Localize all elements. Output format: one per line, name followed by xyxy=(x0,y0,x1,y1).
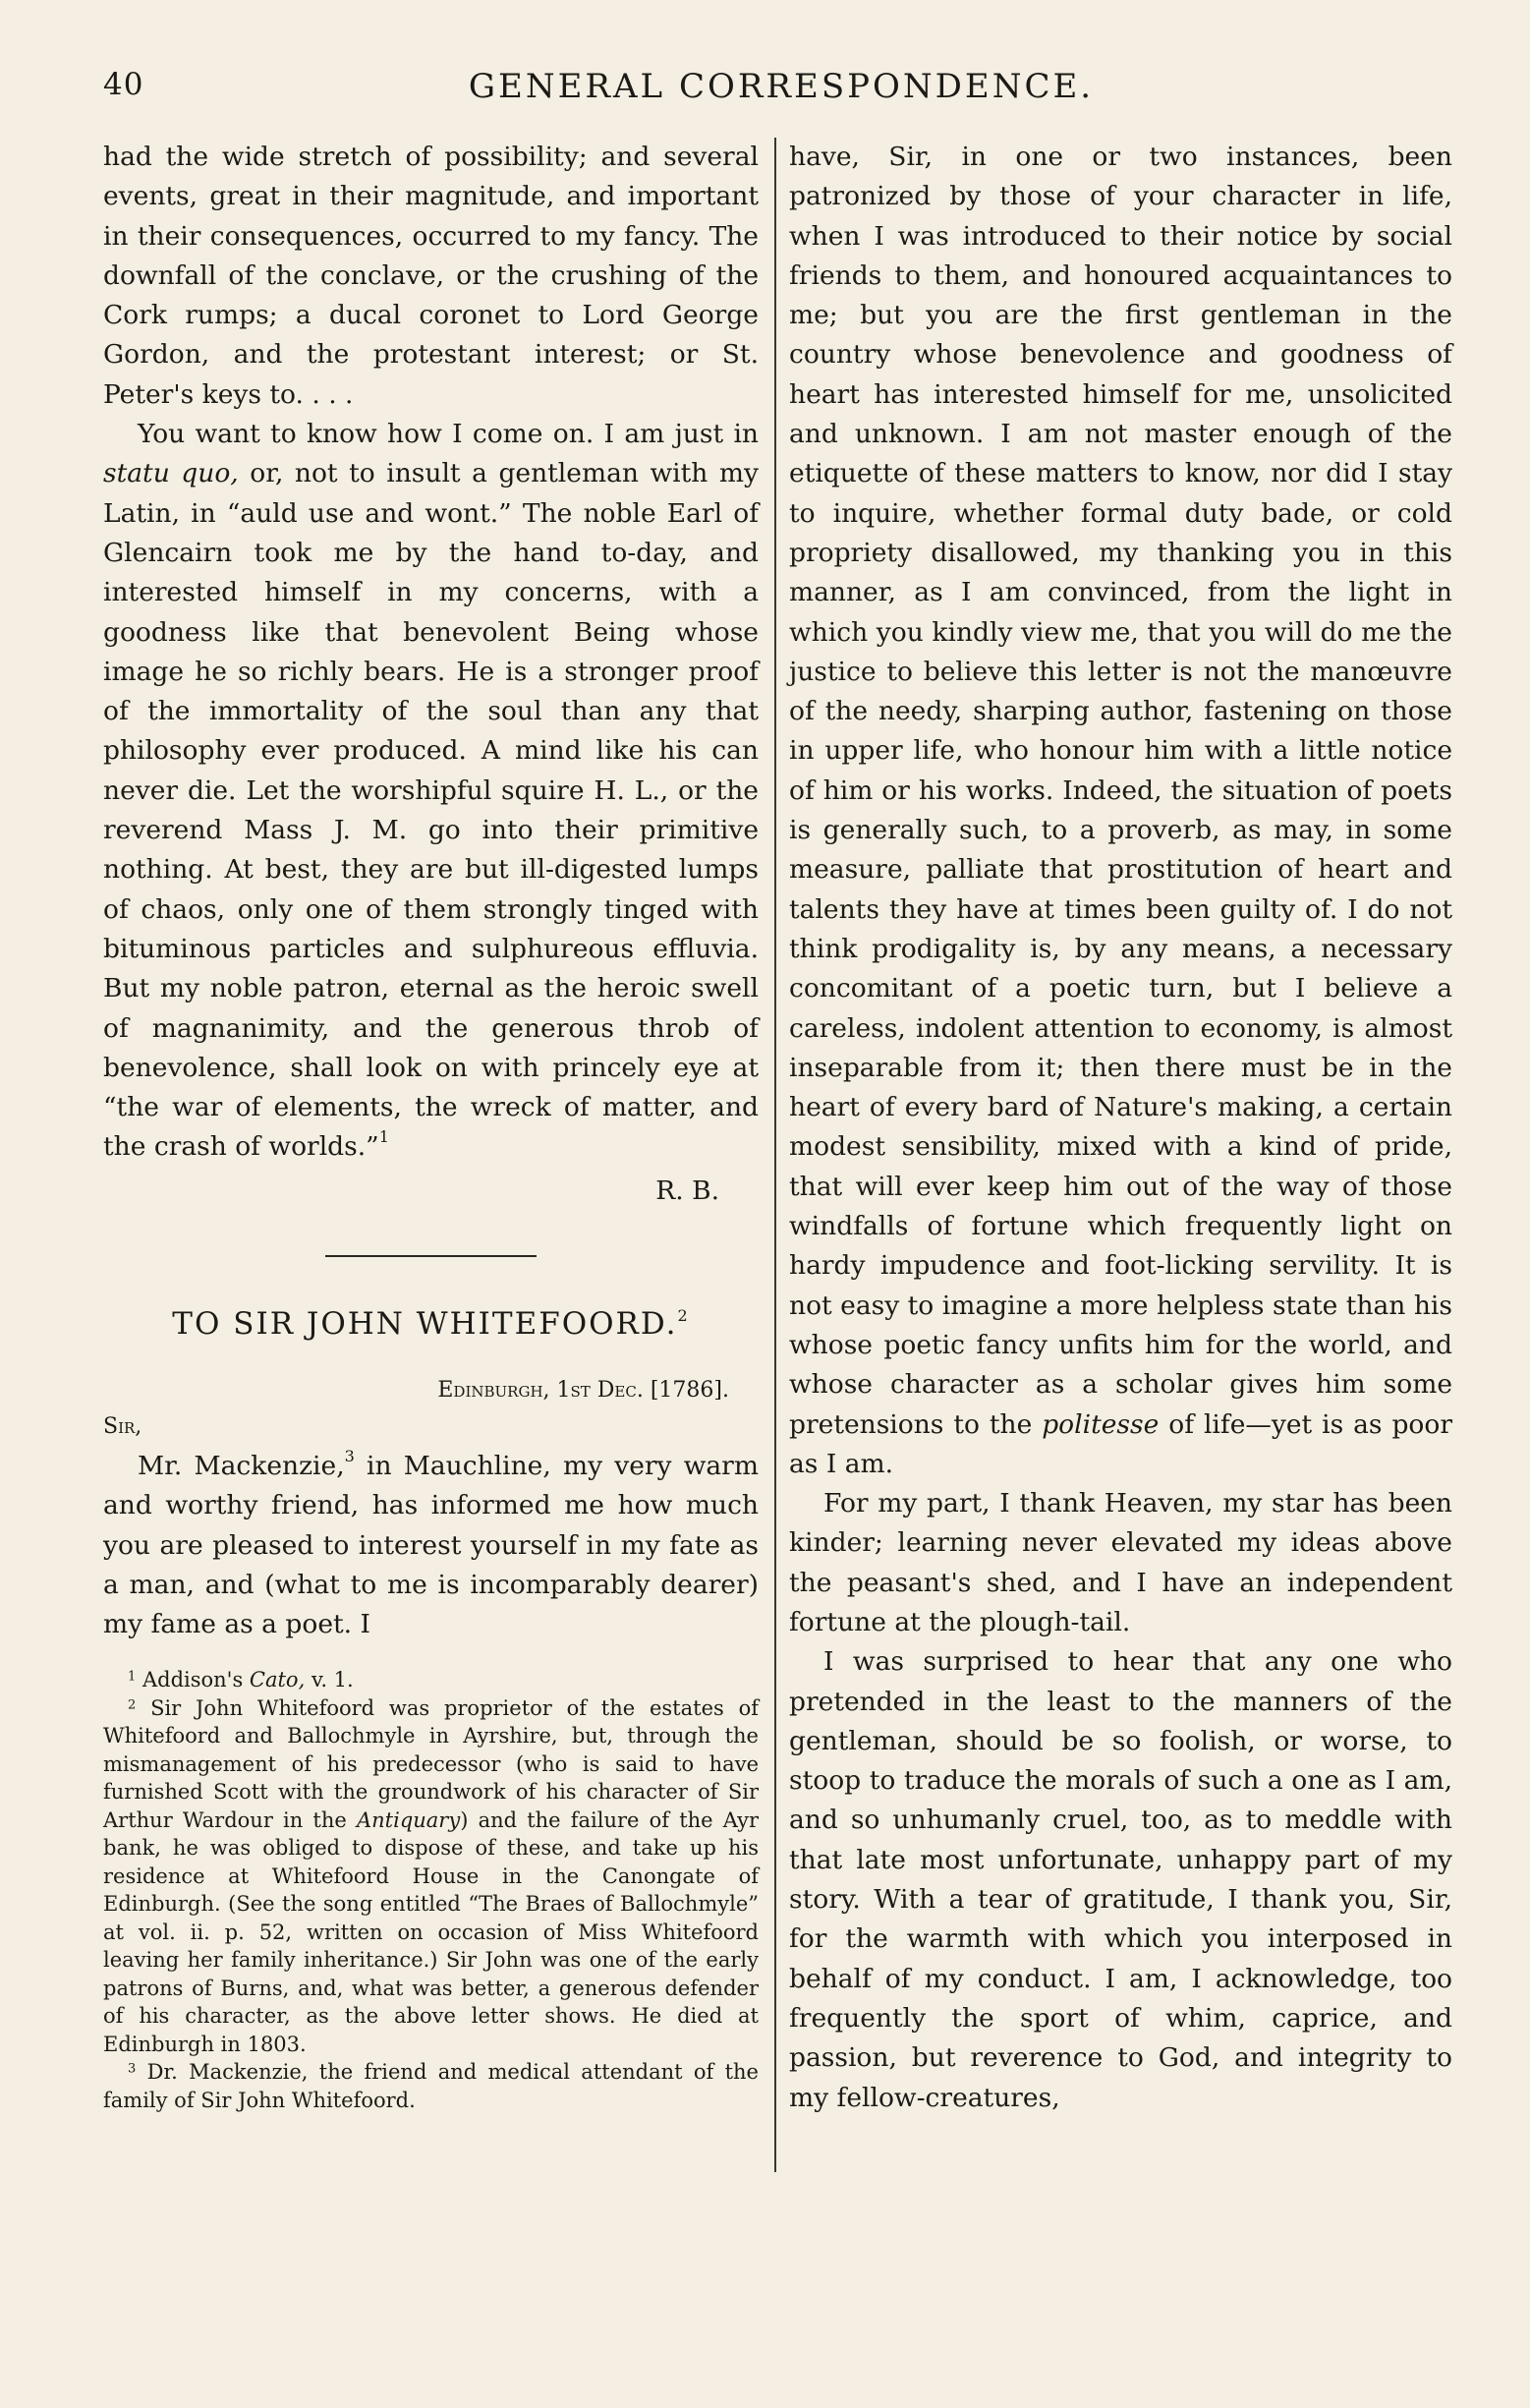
footnote-ref: 2 xyxy=(677,1306,690,1326)
footnote: $^3$ Dr. Mackenzie, the friend and medical attendant of the family of Sir John Whitefoord. xyxy=(103,2060,759,2112)
running-head: GENERAL CORRESPONDENCE. xyxy=(468,67,1095,106)
footnote-ref: 3 xyxy=(344,1447,355,1466)
paragraph: Mr. Mackenzie,$^3$ in Mauchline, my very warm and worthy friend, has informed me how much you are pleased to interest yourself in my fate as a man, and (what to me is incomparably dearer) my fame as a poet. I xyxy=(103,1447,759,1640)
letter-title: TO SIR JOHN WHITEFOORD.$^2$ xyxy=(172,1306,690,1343)
paragraph: had the wide stretch of possibility; and several events, great in their magnitude, and important in their consequences, occurred to my fancy. The downfall of the conclave, or the crushing of the Cork rumps; a ducal coronet to Lord George Gordon, and the protestant interest; or St. Peter's keys to. . . . xyxy=(103,142,759,410)
paragraph: For my part, I thank Heaven, my star has been kinder; learning never elevated my ideas above the peasant's shed, and I have an independent fortune at the plough-tail. xyxy=(789,1488,1452,1637)
footnote: $^1$ Addison's Cato, v. 1. xyxy=(128,1668,354,1692)
footnote: $^2$ Sir John Whitefoord was proprietor of the estates of Whitefoord and Ballochmyle in Ayrshire, but, through the mismanagement of his predecessor (who is said to have furnished Scott with the groundwork of his character of Sir Arthur Wardour in the Antiquary) and the failure of the Ayr bank, he was obliged to dispose of these, and take up his residence at Whitefoord House in the Canongate of Edinburgh. (See the song entitled “The Braes of Ballochmyle” at vol. ii. p. 52, written on occasion of Miss Whitefoord leaving her family inheritance.) Sir John was one of the early patrons of Burns, and, what was better, a generous defender of his character, as the above letter shows. He died at Edinburgh in 1803. xyxy=(103,1695,759,2056)
column-rule xyxy=(774,138,776,2172)
section-divider xyxy=(325,1255,537,1257)
page-number: 40 xyxy=(103,67,144,102)
paragraph: You want to know how I come on. I am just in statu quo, or, not to insult a gentleman with my Latin, in “auld use and wont.” The noble Earl of Glencairn took me by the hand to-day, and interested himself in my concerns, with a goodness like that benevolent Being whose image he so richly bears. He is a stronger proof of the immortality of the soul than any that philosophy ever produced. A mind like his can never die. Let the worshipful squire H. L., or the reverend Mass J. M. go into their primitive nothing. At best, they are but ill-digested lumps of chaos, only one of them strongly tinged with bituminous particles and sulphureous effluvia. But my noble patron, eternal as the heroic swell of magnanimity, and the generous throb of benevolence, shall look on with princely eye at “the war of elements, the wreck of matter, and the crash of worlds.”$^1$ xyxy=(103,419,759,1163)
footnote-ref: 1 xyxy=(378,1127,389,1147)
paragraph: I was surprised to hear that any one who pretended in the least to the manners of the gentleman, should be so foolish, or worse, to stoop to traduce the morals of such a one as I am, and so unhumanly cruel, too, as to meddle with that late most unfortunate, unhappy part of my story. With a tear of gratitude, I thank you, Sir, for the warmth with which you interposed in behalf of my conduct. I am, I acknowledge, too frequently the sport of whim, caprice, and passion, but reverence to God, and integrity to my fellow-creatures, xyxy=(789,1646,1452,2113)
place-date: Edinburgh, 1st Dec. [1786]. xyxy=(437,1378,729,1404)
right-column xyxy=(789,138,1452,2118)
page-header xyxy=(103,67,1459,116)
paragraph: have, Sir, in one or two instances, been patronized by those of your character in life, when I was introduced to their notice by social friends to them, and honoured acquaintances to me; but you are the first gentleman in the country whose benevolence and goodness of heart has interested himself for me, unsolicited and unknown. I am not master enough of the etiquette of these matters to know, nor did I stay to inquire, whether formal duty bade, or cold propriety disallowed, my thanking you in this manner, as I am convinced, from the light in which you kindly view me, that you will do me the justice to believe this letter is not the manœuvre of the needy, sharping author, fastening on those in upper life, who honour him with a little notice of him or his works. Indeed, the situation of poets is generally such, to a proverb, as may, in some measure, palliate that prostitution of heart and talents they have at times been guilty of. I do not think prodigality is, by any means, a necessary concomitant of a poetic turn, but I believe a careless, indolent attention to economy, is almost inseparable from it; then there must be in the heart of every bard of Nature's making, a certain modest sensibility, mixed with a kind of pride, that will ever keep him out of the way of those windfalls of fortune which frequently light on hardy impudence and foot-licking servility. It is not easy to imagine a more helpless state than his whose poetic fancy unfits him for the world, and whose character as a scholar gives him some pretensions to the politesse of life—yet is as poor as I am. xyxy=(789,142,1452,1479)
salutation: Sir, xyxy=(103,1413,142,1439)
footnotes xyxy=(103,1666,759,2114)
left-column xyxy=(103,138,759,2114)
signature: R. B. xyxy=(655,1175,719,1206)
